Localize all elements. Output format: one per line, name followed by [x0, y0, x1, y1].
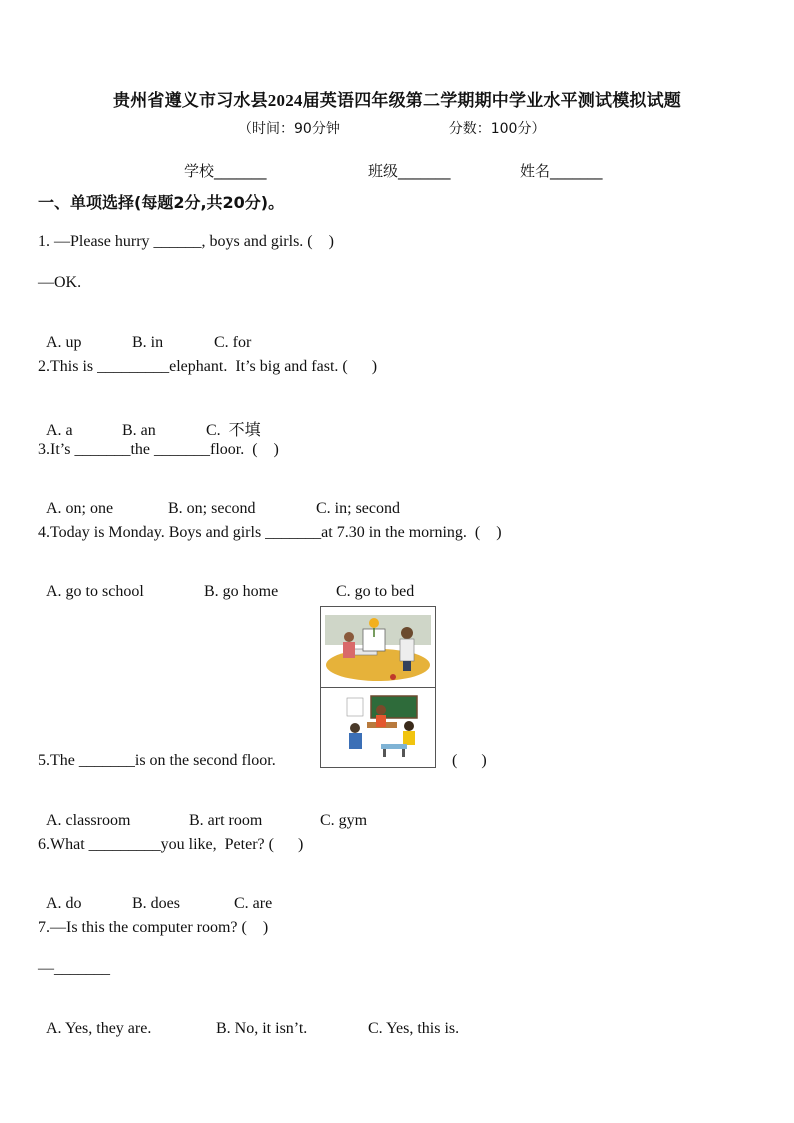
option-c: C. go to bed [336, 583, 415, 600]
option-b: B. No, it isn’t. [216, 1020, 308, 1037]
question-7-options [38, 1002, 459, 1038]
option-c: C. 不填 [206, 422, 261, 439]
question-4-stem: 4.Today is Monday. Boys and girls _______at 7.30 in the morning. ( ) [38, 524, 502, 541]
question-3-stem: 3.It’s _______the _______floor. ( ) [38, 441, 279, 458]
question-5-stem: 5.The _______is on the second floor. [38, 752, 276, 769]
option-a: A. a [46, 422, 73, 439]
question-5-options [38, 794, 367, 830]
option-a: A. classroom [46, 812, 131, 829]
exam-score: 分数：100分） [448, 121, 546, 137]
art-room-illustration [321, 607, 435, 688]
question-7-stem: 7.—Is this the computer room? ( ) [38, 919, 269, 936]
question-5-picture [320, 606, 436, 768]
option-a: A. on; one [46, 500, 114, 517]
option-c: C. are [234, 895, 273, 912]
option-c: C. in; second [316, 500, 400, 517]
question-5-paren: ( ) [452, 752, 487, 769]
section-heading: 一、单项选择(每题2分,共20分)。 [38, 193, 285, 212]
question-2-stem: 2.This is _________elephant. It’s big and fast. ( ) [38, 358, 378, 375]
question-1-stem: 1. —Please hurry ______, boys and girls. ( ) [38, 233, 334, 250]
class-field: 班级_______ [368, 162, 451, 180]
page-title: 贵州省遵义市习水县2024届英语四年级第二学期期中学业水平测试模拟试题 [113, 91, 681, 110]
option-a: A. do [46, 895, 82, 912]
option-b: B. does [132, 895, 180, 912]
option-b: B. an [122, 422, 156, 439]
option-b: B. on; second [168, 500, 256, 517]
exam-meta [238, 118, 545, 138]
option-a: A. Yes, they are. [46, 1020, 152, 1037]
question-1-options [38, 316, 251, 352]
option-c: C. gym [320, 812, 368, 829]
exam-time: （时间：90分钟 [238, 121, 340, 137]
option-c: C. Yes, this is. [368, 1020, 460, 1037]
option-a: A. up [46, 334, 82, 351]
option-b: B. art room [189, 812, 263, 829]
question-6-options [38, 877, 272, 913]
option-b: B. in [132, 334, 164, 351]
question-4-options [38, 565, 414, 601]
classroom-illustration [321, 688, 435, 768]
option-b: B. go home [204, 583, 279, 600]
option-c: C. for [214, 334, 252, 351]
question-2-options [38, 399, 261, 440]
name-field: 姓名_______ [520, 162, 603, 180]
school-field: 学校_______ [184, 162, 267, 180]
question-7-answer-line: —_______ [38, 960, 110, 977]
question-6-stem: 6.What _________you like, Peter? ( ) [38, 836, 304, 853]
question-3-options [38, 482, 400, 518]
option-a: A. go to school [46, 583, 144, 600]
question-1-answer-line: —OK. [38, 274, 82, 291]
